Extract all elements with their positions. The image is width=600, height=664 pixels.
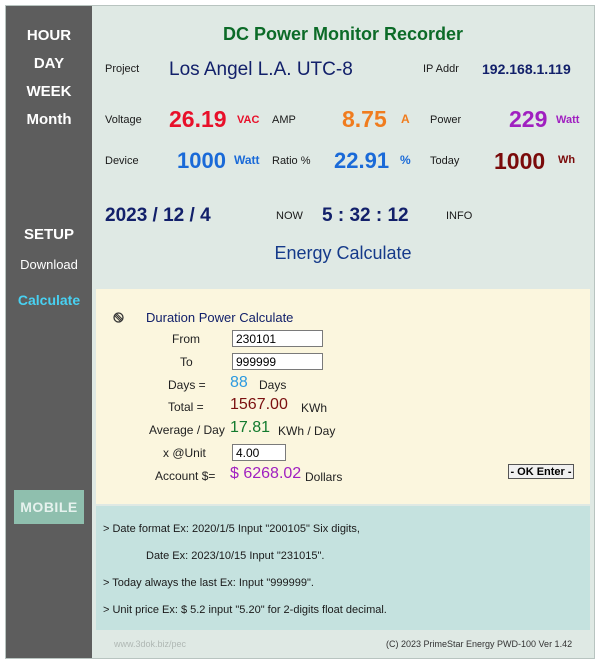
average-value: 17.81: [230, 419, 271, 436]
nav-calculate[interactable]: Calculate: [17, 292, 81, 308]
nav-setup[interactable]: SETUP: [23, 226, 74, 243]
ratio-value: 22.91: [334, 148, 390, 173]
total-value: 1567.00: [230, 396, 288, 413]
voltage-label: Voltage: [105, 114, 142, 126]
main-content: [92, 6, 594, 658]
voltage-unit: VAC: [237, 114, 260, 126]
to-input[interactable]: [232, 353, 323, 370]
now-label: NOW: [276, 210, 303, 222]
to-label: To: [180, 355, 193, 369]
nav-week[interactable]: WEEK: [26, 83, 72, 100]
ip-value: 192.168.1.119: [482, 61, 571, 77]
unit-price-input[interactable]: [232, 444, 286, 461]
page-title: DC Power Monitor Recorder: [222, 24, 464, 44]
nav-hour[interactable]: HOUR: [26, 27, 72, 44]
info-label[interactable]: INFO: [446, 210, 473, 222]
sidebar: [6, 6, 92, 658]
voltage-value: 26.19: [169, 106, 227, 132]
total-label: Total =: [168, 400, 204, 414]
calc-heading: Duration Power Calculate: [146, 310, 294, 325]
section-title: Energy Calculate: [274, 243, 412, 263]
ok-enter-button[interactable]: - OK Enter -: [508, 464, 574, 479]
note-unit-price: > Unit price Ex: $ 5.2 input "5.20" for 2-digits float decimal.: [103, 604, 387, 616]
ratio-unit: %: [400, 153, 411, 167]
average-label: Average / Day: [149, 423, 225, 437]
calc-panel: [96, 289, 590, 504]
nav-download[interactable]: Download: [20, 257, 78, 272]
total-unit: KWh: [301, 401, 328, 415]
account-label: Account $=: [155, 469, 216, 483]
days-label: Days =: [168, 378, 206, 392]
info-panel: [96, 506, 590, 630]
nav-day[interactable]: DAY: [33, 55, 65, 72]
note-date-format: > Date format Ex: 2020/1/5 Input "200105" Six digits,: [103, 523, 360, 535]
note-date-example: Date Ex: 2023/10/15 Input "231015".: [146, 550, 325, 562]
ratio-label: Ratio %: [272, 155, 311, 167]
amp-value: 8.75: [342, 106, 387, 132]
power-label: Power: [430, 114, 462, 126]
amp-unit: A: [401, 112, 410, 126]
nav-month[interactable]: Month: [26, 111, 72, 128]
mobile-button[interactable]: MOBILE: [14, 490, 84, 524]
from-label: From: [172, 332, 200, 346]
today-unit: Wh: [558, 154, 576, 166]
days-unit: Days: [259, 378, 287, 392]
power-value: 229: [509, 106, 548, 132]
footer-link[interactable]: www.3dok.biz/pec: [114, 639, 187, 649]
app-frame: [5, 5, 595, 659]
note-today: > Today always the last Ex: Input "999999".: [103, 577, 314, 589]
amp-label: AMP: [272, 114, 296, 126]
calculator-icon: [113, 312, 124, 323]
today-value: 1000: [494, 148, 546, 174]
unit-label: x @Unit: [163, 446, 206, 460]
current-time: 5 : 32 : 12: [322, 205, 409, 226]
account-value: $ 6268.02: [230, 465, 302, 482]
footer-copyright: (C) 2023 PrimeStar Energy PWD-100 Ver 1.42: [386, 639, 573, 649]
device-value: 1000: [177, 148, 226, 173]
today-label: Today: [430, 155, 460, 167]
account-unit: Dollars: [305, 470, 343, 484]
project-value: Los Angel L.A. UTC-8: [169, 59, 353, 80]
days-value: 88: [230, 374, 248, 391]
current-date: 2023 / 12 / 4: [105, 205, 211, 226]
ip-label: IP Addr: [423, 63, 459, 75]
average-unit: KWh / Day: [278, 424, 336, 438]
project-label: Project: [105, 63, 140, 75]
from-input[interactable]: [232, 330, 323, 347]
device-label: Device: [105, 155, 139, 167]
device-unit: Watt: [234, 153, 260, 167]
power-unit: Watt: [556, 114, 580, 126]
